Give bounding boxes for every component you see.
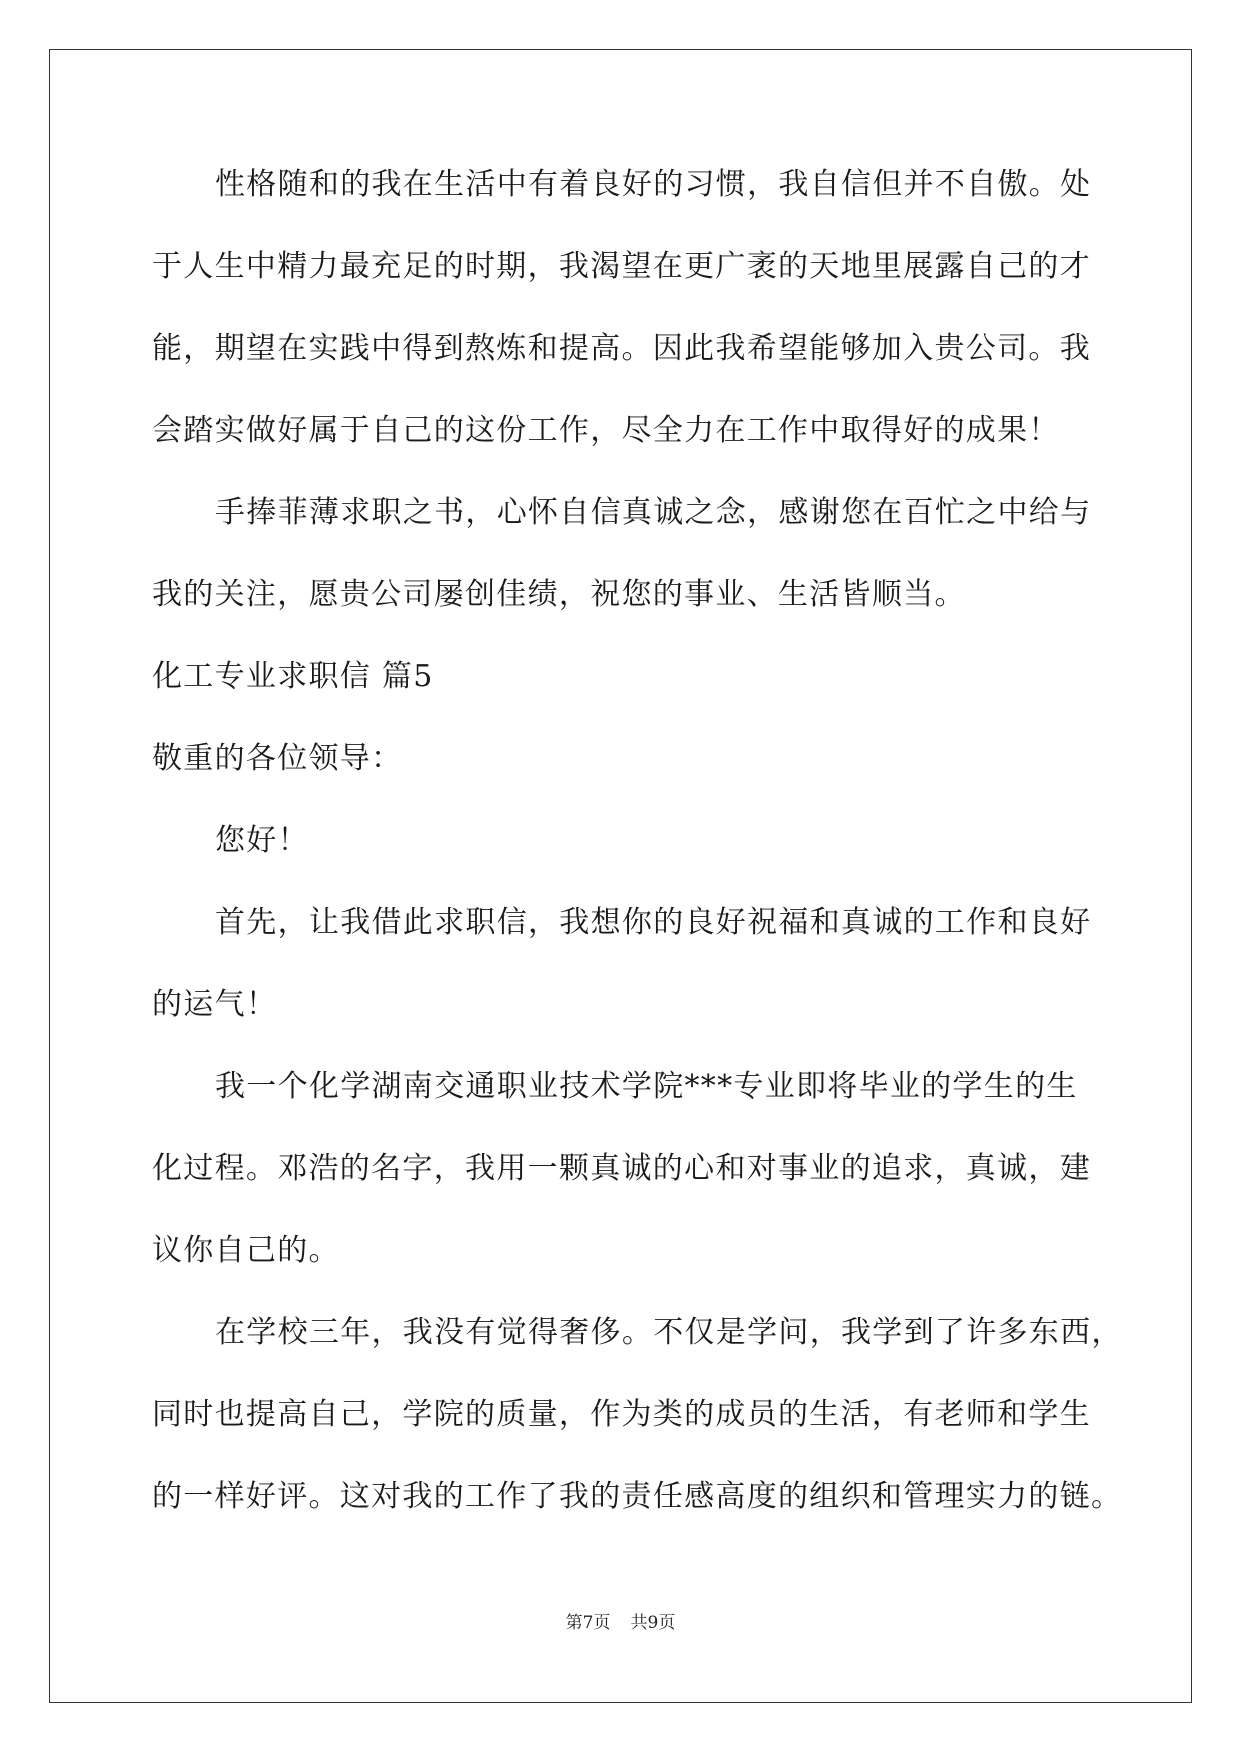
paragraph-line: 我一个化学湖南交通职业技术学院***专业即将毕业的学生的生 (215, 1069, 1078, 1104)
salutation: 敬重的各位领导： (152, 741, 403, 776)
document-body (152, 160, 1123, 1554)
paragraph-line: 同时也提高自己，学院的质量，作为类的成员的生活，有老师和学生 (152, 1397, 1091, 1432)
paragraph-line: 手捧菲薄求职之书，心怀自信真诚之念，感谢您在百忙之中给与 (215, 495, 1092, 530)
page-number-current: 第7页 (565, 1613, 611, 1633)
greeting: 您好！ (215, 823, 309, 858)
section-heading: 化工专业求职信 篇5 (152, 659, 434, 694)
paragraph-line: 的运气！ (152, 987, 278, 1022)
paragraph-line: 的一样好评。这对我的工作了我的责任感高度的组织和管理实力的链。 (152, 1479, 1123, 1514)
paragraph-line: 首先，让我借此求职信，我想你的良好祝福和真诚的工作和良好 (215, 905, 1092, 940)
paragraph-line: 会踏实做好属于自己的这份工作，尽全力在工作中取得好的成果！ (152, 413, 1060, 448)
paragraph-line: 我的关注，愿贵公司屡创佳绩，祝您的事业、生活皆顺当。 (152, 577, 966, 612)
paragraph-line: 化过程。邓浩的名字，我用一颗真诚的心和对事业的追求，真诚，建 (152, 1151, 1091, 1186)
paragraph-line: 能，期望在实践中得到熬炼和提高。因此我希望能够加入贵公司。我 (152, 331, 1091, 366)
paragraph-line: 议你自己的。 (152, 1233, 340, 1268)
page-number-total: 共9页 (630, 1613, 676, 1633)
paragraph-line: 在学校三年，我没有觉得奢侈。不仅是学问，我学到了许多东西， (215, 1315, 1123, 1350)
paragraph-line: 于人生中精力最充足的时期，我渴望在更广袤的天地里展露自己的才 (152, 249, 1091, 284)
paragraph-line: 性格随和的我在生活中有着良好的习惯，我自信但并不自傲。处 (215, 167, 1092, 202)
page-footer (0, 1608, 1241, 1633)
